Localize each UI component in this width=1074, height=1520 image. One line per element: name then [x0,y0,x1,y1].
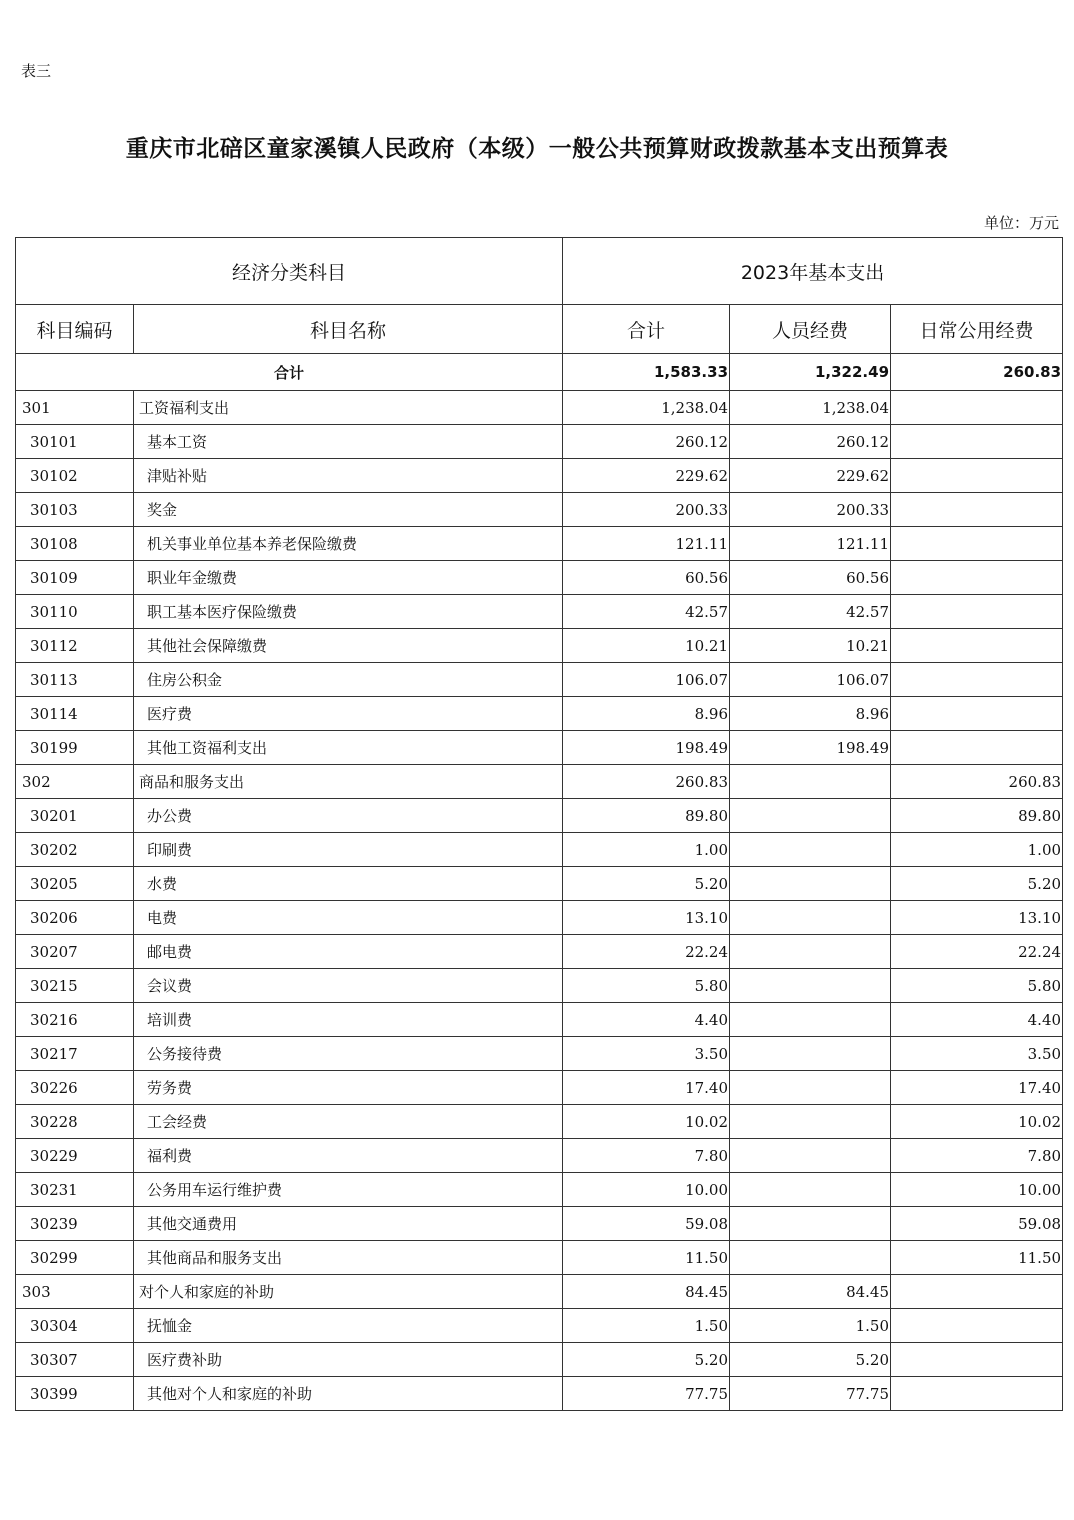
row-public [891,629,1063,663]
row-personnel [730,969,891,1003]
row-public [891,1275,1063,1309]
table-row [16,1309,1063,1343]
row-total: 13.10 [563,901,730,935]
row-personnel: 1.50 [730,1309,891,1343]
row-name: 电费 [134,901,563,935]
row-name: 职业年金缴费 [134,561,563,595]
row-code: 30226 [16,1071,134,1105]
row-name: 奖金 [134,493,563,527]
row-name: 劳务费 [134,1071,563,1105]
row-personnel: 77.75 [730,1377,891,1411]
row-public: 5.20 [891,867,1063,901]
row-personnel: 10.21 [730,629,891,663]
row-name: 对个人和家庭的补助 [134,1275,563,1309]
row-code: 30202 [16,833,134,867]
table-row [16,1343,1063,1377]
row-name: 其他交通费用 [134,1207,563,1241]
row-personnel [730,867,891,901]
row-name: 公务用车运行维护费 [134,1173,563,1207]
table-row [16,1037,1063,1071]
table-row [16,1173,1063,1207]
row-total: 8.96 [563,697,730,731]
total-public: 260.83 [891,354,1063,391]
row-name: 商品和服务支出 [134,765,563,799]
row-personnel [730,1105,891,1139]
row-name: 工资福利支出 [134,391,563,425]
row-public [891,1343,1063,1377]
row-total: 121.11 [563,527,730,561]
row-public: 1.00 [891,833,1063,867]
row-personnel [730,1139,891,1173]
row-public [891,425,1063,459]
row-public [891,391,1063,425]
row-code: 30215 [16,969,134,1003]
table-row [16,1071,1063,1105]
row-code: 30399 [16,1377,134,1411]
table-row [16,1139,1063,1173]
row-code: 30101 [16,425,134,459]
header-public: 日常公用经费 [891,305,1063,354]
row-code: 30299 [16,1241,134,1275]
total-personnel: 1,322.49 [730,354,891,391]
row-name: 办公费 [134,799,563,833]
row-total: 3.50 [563,1037,730,1071]
row-personnel [730,901,891,935]
row-personnel: 200.33 [730,493,891,527]
table-number-label: 表三 [21,62,52,80]
table-row [16,867,1063,901]
row-total: 1,238.04 [563,391,730,425]
row-personnel: 260.12 [730,425,891,459]
row-personnel: 1,238.04 [730,391,891,425]
row-public [891,697,1063,731]
header-personnel: 人员经费 [730,305,891,354]
row-personnel: 198.49 [730,731,891,765]
row-name: 津贴补贴 [134,459,563,493]
table-row [16,391,1063,425]
row-total: 17.40 [563,1071,730,1105]
table-row [16,663,1063,697]
row-name: 医疗费 [134,697,563,731]
row-name: 公务接待费 [134,1037,563,1071]
row-personnel [730,1173,891,1207]
table-row [16,1275,1063,1309]
row-total: 1.00 [563,833,730,867]
row-personnel: 106.07 [730,663,891,697]
row-code: 30199 [16,731,134,765]
header-economic-classification: 经济分类科目 [16,238,563,305]
row-total: 106.07 [563,663,730,697]
row-code: 30112 [16,629,134,663]
row-code: 30103 [16,493,134,527]
unit-label: 单位：万元 [983,214,1059,232]
row-code: 30231 [16,1173,134,1207]
row-total: 1.50 [563,1309,730,1343]
table-body [16,354,1063,1411]
total-sum: 1,583.33 [563,354,730,391]
row-code: 30307 [16,1343,134,1377]
row-total: 260.12 [563,425,730,459]
row-total: 5.20 [563,867,730,901]
row-total: 5.20 [563,1343,730,1377]
row-code: 30239 [16,1207,134,1241]
header-basic-expenditure: 2023年基本支出 [563,238,1063,305]
row-personnel: 42.57 [730,595,891,629]
row-public [891,1377,1063,1411]
table-row [16,833,1063,867]
row-personnel: 229.62 [730,459,891,493]
row-name: 其他工资福利支出 [134,731,563,765]
table-row [16,969,1063,1003]
row-code: 30228 [16,1105,134,1139]
row-public [891,1309,1063,1343]
table-row [16,629,1063,663]
row-total: 84.45 [563,1275,730,1309]
row-public: 22.24 [891,935,1063,969]
row-public: 3.50 [891,1037,1063,1071]
row-code: 30205 [16,867,134,901]
row-public: 11.50 [891,1241,1063,1275]
total-row [16,354,1063,391]
table-row [16,561,1063,595]
row-public: 10.02 [891,1105,1063,1139]
row-code: 30109 [16,561,134,595]
table-row [16,1003,1063,1037]
row-name: 职工基本医疗保险缴费 [134,595,563,629]
row-code: 30207 [16,935,134,969]
row-name: 抚恤金 [134,1309,563,1343]
row-code: 30113 [16,663,134,697]
table-row [16,799,1063,833]
row-public [891,731,1063,765]
row-personnel: 84.45 [730,1275,891,1309]
row-total: 10.00 [563,1173,730,1207]
row-public: 59.08 [891,1207,1063,1241]
row-code: 30114 [16,697,134,731]
row-code: 30229 [16,1139,134,1173]
row-total: 198.49 [563,731,730,765]
row-total: 5.80 [563,969,730,1003]
row-public: 13.10 [891,901,1063,935]
table-row [16,1207,1063,1241]
table-row [16,595,1063,629]
page-title: 重庆市北碚区童家溪镇人民政府（本级）一般公共预算财政拨款基本支出预算表 [125,135,949,162]
row-code: 30217 [16,1037,134,1071]
row-total: 10.02 [563,1105,730,1139]
header-code: 科目编码 [16,305,134,354]
row-total: 260.83 [563,765,730,799]
table-row [16,425,1063,459]
row-name: 其他社会保障缴费 [134,629,563,663]
row-public: 89.80 [891,799,1063,833]
row-public: 17.40 [891,1071,1063,1105]
row-personnel [730,1037,891,1071]
row-total: 200.33 [563,493,730,527]
row-code: 303 [16,1275,134,1309]
row-code: 302 [16,765,134,799]
row-personnel [730,833,891,867]
table-row [16,731,1063,765]
row-name: 会议费 [134,969,563,1003]
row-public [891,595,1063,629]
row-personnel: 121.11 [730,527,891,561]
row-total: 60.56 [563,561,730,595]
row-personnel: 60.56 [730,561,891,595]
row-public [891,459,1063,493]
row-total: 77.75 [563,1377,730,1411]
row-total: 22.24 [563,935,730,969]
table-row [16,1377,1063,1411]
row-total: 7.80 [563,1139,730,1173]
row-name: 工会经费 [134,1105,563,1139]
row-total: 10.21 [563,629,730,663]
row-total: 11.50 [563,1241,730,1275]
row-code: 30206 [16,901,134,935]
row-personnel [730,935,891,969]
row-personnel [730,765,891,799]
row-total: 89.80 [563,799,730,833]
row-code: 30110 [16,595,134,629]
row-code: 30108 [16,527,134,561]
row-total: 229.62 [563,459,730,493]
row-name: 福利费 [134,1139,563,1173]
row-code: 301 [16,391,134,425]
row-name: 水费 [134,867,563,901]
row-name: 其他对个人和家庭的补助 [134,1377,563,1411]
table-row [16,901,1063,935]
row-total: 42.57 [563,595,730,629]
header-total: 合计 [563,305,730,354]
row-code: 30201 [16,799,134,833]
row-code: 30216 [16,1003,134,1037]
table-row [16,459,1063,493]
row-name: 邮电费 [134,935,563,969]
row-name: 印刷费 [134,833,563,867]
row-personnel [730,1207,891,1241]
table-row [16,935,1063,969]
table-row [16,697,1063,731]
row-public: 4.40 [891,1003,1063,1037]
row-personnel: 5.20 [730,1343,891,1377]
table-row [16,1105,1063,1139]
row-personnel [730,1071,891,1105]
row-name: 医疗费补助 [134,1343,563,1377]
row-public: 10.00 [891,1173,1063,1207]
row-personnel [730,799,891,833]
row-public: 5.80 [891,969,1063,1003]
row-code: 30304 [16,1309,134,1343]
row-name: 培训费 [134,1003,563,1037]
row-total: 59.08 [563,1207,730,1241]
row-name: 住房公积金 [134,663,563,697]
row-public: 7.80 [891,1139,1063,1173]
row-name: 机关事业单位基本养老保险缴费 [134,527,563,561]
row-name: 基本工资 [134,425,563,459]
row-personnel: 8.96 [730,697,891,731]
row-public: 260.83 [891,765,1063,799]
total-label: 合计 [16,354,563,391]
row-total: 4.40 [563,1003,730,1037]
row-public [891,561,1063,595]
table-row [16,1241,1063,1275]
budget-table [15,237,1063,1411]
row-name: 其他商品和服务支出 [134,1241,563,1275]
row-code: 30102 [16,459,134,493]
row-personnel [730,1241,891,1275]
header-name: 科目名称 [134,305,563,354]
row-public [891,663,1063,697]
table-row [16,765,1063,799]
row-public [891,527,1063,561]
row-public [891,493,1063,527]
table-row [16,527,1063,561]
table-row [16,493,1063,527]
row-personnel [730,1003,891,1037]
